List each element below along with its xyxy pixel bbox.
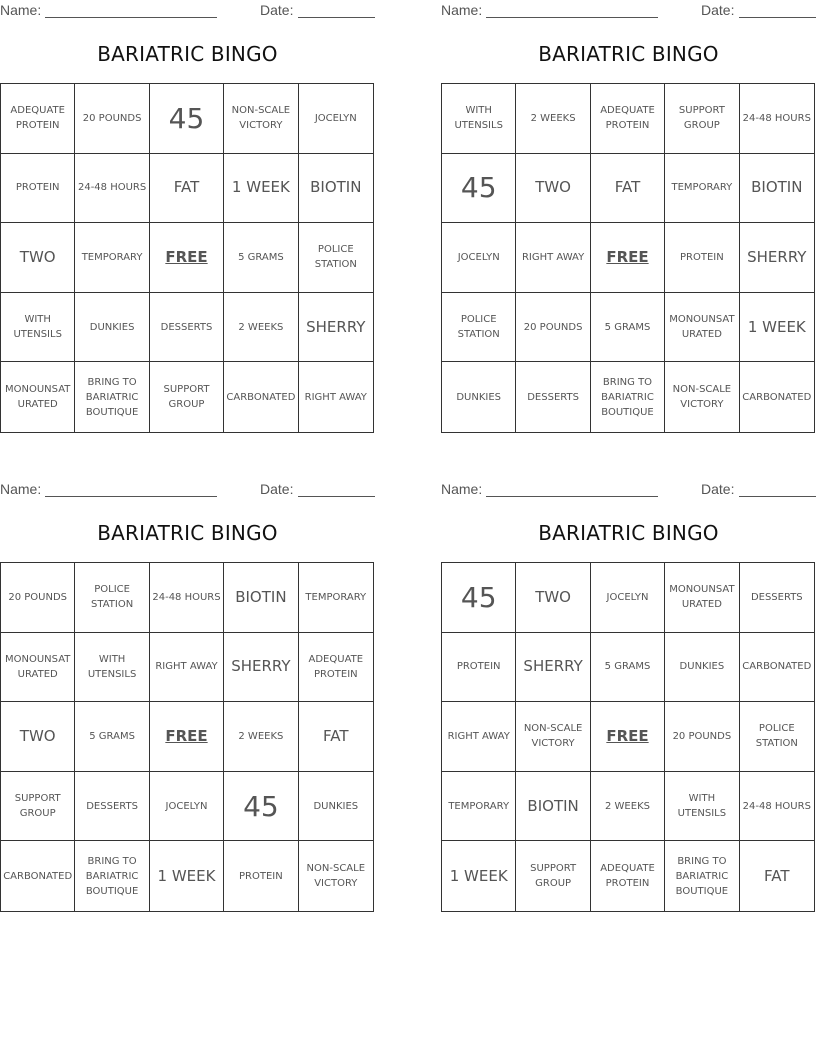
free-space-cell: FREE — [591, 702, 665, 772]
bingo-cell: WITH UTENSILS — [75, 633, 149, 703]
date-label: Date: — [260, 2, 294, 18]
date-blank-line — [739, 17, 816, 18]
bingo-card — [441, 479, 816, 897]
bingo-cell: FAT — [764, 866, 790, 885]
card-header — [441, 0, 816, 22]
bingo-cell: 45 — [442, 563, 516, 633]
free-space-cell: FREE — [150, 702, 224, 772]
bingo-cell: JOCELYN — [150, 772, 224, 842]
bingo-cell: NON-SCALE VICTORY — [665, 362, 739, 432]
date-label: Date: — [701, 2, 735, 18]
bingo-cell: CARBONATED — [740, 633, 814, 703]
bingo-cell: DESSERTS — [740, 563, 814, 633]
bingo-cell: NON-SCALE VICTORY — [224, 84, 298, 154]
bingo-cell: PROTEIN — [665, 223, 739, 293]
bingo-grid — [441, 83, 815, 433]
bingo-cell: SUPPORT GROUP — [516, 841, 590, 911]
bingo-cell: 20 POUNDS — [1, 563, 75, 633]
bingo-cell: CARBONATED — [742, 391, 812, 403]
date-blank-line — [298, 17, 375, 18]
free-space-cell: FREE — [591, 223, 665, 293]
bingo-cell: BIOTIN — [299, 154, 373, 224]
bingo-cell: 5 GRAMS — [591, 293, 665, 363]
bingo-cell: PROTEIN — [1, 154, 75, 224]
bingo-cell: CARBONATED — [224, 362, 298, 432]
bingo-cell: 20 POUNDS — [516, 293, 590, 363]
free-space-cell: FREE — [150, 223, 224, 293]
bingo-cell: FAT — [150, 154, 224, 224]
bingo-grid — [0, 83, 374, 433]
bingo-cell: MONOUNSATURATED — [1, 633, 75, 703]
bingo-cell: DESSERTS — [75, 772, 149, 842]
bingo-cell: POLICE STATION — [442, 293, 516, 363]
name-blank-line — [45, 17, 217, 18]
card-header — [441, 479, 816, 501]
bingo-cell: ADEQUATE PROTEIN — [1, 84, 75, 154]
date-blank-line — [298, 496, 375, 497]
bingo-cell: 5 GRAMS — [591, 633, 665, 703]
bingo-cell: 24-48 HOURS — [150, 563, 224, 633]
bingo-cell: ADEQUATE PROTEIN — [591, 84, 665, 154]
bingo-cell: 45 — [224, 772, 298, 842]
name-label: Name: — [441, 481, 483, 497]
bingo-cell: 2 WEEKS — [224, 293, 298, 363]
bingo-cell: 45 — [442, 154, 516, 224]
bingo-cell: TEMPORARY — [665, 154, 739, 224]
bingo-cell: FAT — [591, 154, 665, 224]
bingo-cell: FAT — [299, 702, 373, 772]
bingo-cell: SHERRY — [740, 223, 814, 293]
bingo-cell: DESSERTS — [150, 293, 224, 363]
bingo-cell: SUPPORT GROUP — [150, 362, 224, 432]
bingo-cell: 24-48 HOURS — [75, 154, 149, 224]
bingo-cell: MONOUNSATURATED — [665, 563, 739, 633]
bingo-cell: 20 POUNDS — [75, 84, 149, 154]
bingo-cell: RIGHT AWAY — [150, 633, 224, 703]
bingo-cell: 45 — [150, 84, 224, 154]
card-title: BARIATRIC BINGO — [538, 42, 719, 66]
bingo-cell: SUPPORT GROUP — [665, 84, 739, 154]
bingo-cell: WITH UTENSILS — [442, 84, 516, 154]
bingo-cell: NON-SCALE VICTORY — [306, 863, 366, 890]
bingo-cell: POLICE STATION — [740, 702, 814, 772]
date-blank-line — [739, 496, 816, 497]
bingo-cell: 2 WEEKS — [224, 702, 298, 772]
card-title: BARIATRIC BINGO — [538, 521, 719, 545]
bingo-cell: PROTEIN — [224, 841, 298, 911]
bingo-cell: WITH UTENSILS — [665, 772, 739, 842]
bingo-cell: TWO — [516, 154, 590, 224]
bingo-cell: JOCELYN — [299, 84, 373, 154]
card-header — [0, 479, 375, 501]
bingo-cell: DUNKIES — [442, 362, 516, 432]
bingo-card — [0, 479, 375, 897]
bingo-cell: 1 WEEK — [150, 841, 224, 911]
bingo-cell: 24-48 HOURS — [740, 772, 814, 842]
bingo-cell: BIOTIN — [516, 772, 590, 842]
bingo-cell: RIGHT AWAY — [304, 391, 367, 403]
bingo-cell: RIGHT AWAY — [516, 223, 590, 293]
bingo-cell: 24-48 HOURS — [740, 84, 814, 154]
bingo-cell: MONOUNSATURATED — [1, 362, 75, 432]
card-title: BARIATRIC BINGO — [97, 42, 278, 66]
name-blank-line — [45, 496, 217, 497]
bingo-cell: 5 GRAMS — [224, 223, 298, 293]
name-label: Name: — [0, 2, 42, 18]
bingo-cell: DUNKIES — [299, 772, 373, 842]
bingo-cell: 20 POUNDS — [665, 702, 739, 772]
bingo-cell: ADEQUATE PROTEIN — [299, 633, 373, 703]
bingo-cell: 2 WEEKS — [591, 772, 665, 842]
bingo-cell: NON-SCALE VICTORY — [516, 702, 590, 772]
bingo-cell: 5 GRAMS — [75, 702, 149, 772]
name-label: Name: — [0, 481, 42, 497]
bingo-cell: SHERRY — [299, 293, 373, 363]
bingo-cell: 1 WEEK — [740, 293, 814, 363]
date-label: Date: — [701, 481, 735, 497]
name-blank-line — [486, 17, 658, 18]
bingo-cell: RIGHT AWAY — [442, 702, 516, 772]
bingo-cell: BRING TO BARIATRIC BOUTIQUE — [665, 841, 739, 911]
bingo-cell: BIOTIN — [740, 154, 814, 224]
bingo-cell: 1 WEEK — [442, 841, 516, 911]
bingo-card — [441, 0, 816, 418]
bingo-cell: DUNKIES — [75, 293, 149, 363]
bingo-cell: DUNKIES — [665, 633, 739, 703]
bingo-cell: POLICE STATION — [299, 223, 373, 293]
bingo-cell: JOCELYN — [591, 563, 665, 633]
card-title: BARIATRIC BINGO — [97, 521, 278, 545]
bingo-cell: 1 WEEK — [224, 154, 298, 224]
bingo-cell: JOCELYN — [442, 223, 516, 293]
bingo-cell: TWO — [1, 223, 75, 293]
bingo-cell: SUPPORT GROUP — [1, 772, 75, 842]
bingo-cell: POLICE STATION — [75, 563, 149, 633]
bingo-cell: TEMPORARY — [75, 223, 149, 293]
bingo-cell: BRING TO BARIATRIC BOUTIQUE — [75, 841, 149, 911]
card-header — [0, 0, 375, 22]
date-label: Date: — [260, 481, 294, 497]
bingo-cell: TWO — [516, 563, 590, 633]
bingo-cell: TWO — [1, 702, 75, 772]
bingo-cell: DESSERTS — [516, 362, 590, 432]
bingo-cell: WITH UTENSILS — [1, 293, 75, 363]
bingo-cell: BIOTIN — [224, 563, 298, 633]
bingo-cell: ADEQUATE PROTEIN — [591, 841, 665, 911]
bingo-cell: 2 WEEKS — [516, 84, 590, 154]
bingo-cell: SHERRY — [224, 633, 298, 703]
bingo-cell: BRING TO BARIATRIC BOUTIQUE — [75, 362, 149, 432]
bingo-cell: BRING TO BARIATRIC BOUTIQUE — [591, 362, 665, 432]
bingo-card — [0, 0, 375, 418]
bingo-cell: TEMPORARY — [442, 772, 516, 842]
bingo-cell: PROTEIN — [442, 633, 516, 703]
name-blank-line — [486, 496, 658, 497]
bingo-cell: TEMPORARY — [299, 563, 373, 633]
bingo-cell: SHERRY — [516, 633, 590, 703]
bingo-cell: CARBONATED — [1, 841, 75, 911]
bingo-cell: MONOUNSATURATED — [665, 293, 739, 363]
bingo-grid — [0, 562, 374, 912]
bingo-grid — [441, 562, 815, 912]
name-label: Name: — [441, 2, 483, 18]
